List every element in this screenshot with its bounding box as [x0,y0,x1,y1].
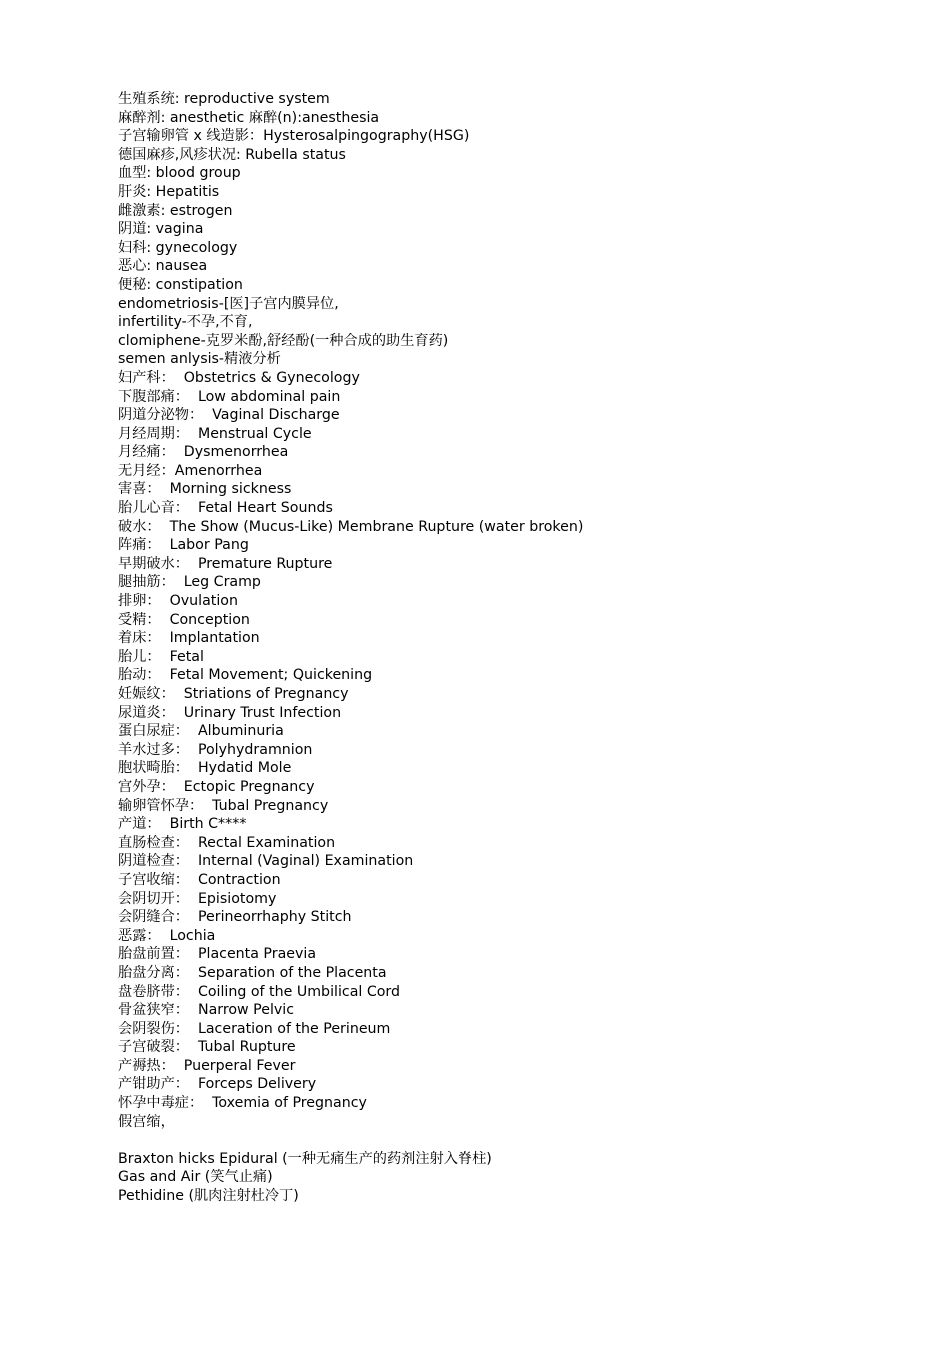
text-line: 受精： Conception [118,611,250,628]
text-line: 会阴缝合： Perineorrhaphy Stitch [118,909,352,926]
text-line: 腿抽筋： Leg Cramp [118,574,261,591]
text-line: 早期破水： Premature Rupture [118,555,333,572]
glossary-text [118,90,918,1206]
text-line: infertility-不孕,不育, [118,314,253,331]
text-line: 下腹部痛： Low abdominal pain [118,388,341,405]
text-line: 生殖系统: reproductive system [118,91,330,107]
text-line: 胎动： Fetal Movement; Quickening [118,667,373,684]
text-line: 胞状畸胎： Hydatid Mole [118,760,292,777]
text-line: 直肠检查： Rectal Examination [118,834,336,851]
text-line: 产钳助产： Forceps Delivery [118,1076,317,1093]
text-line: 妇产科： Obstetrics & Gynecology [118,369,360,386]
text-line: 麻醉剂: anesthetic 麻醉(n):anesthesia [118,109,380,126]
text-line: 阴道分泌物： Vaginal Discharge [118,407,340,424]
text-line: 盘卷脐带： Coiling of the Umbilical Cord [118,983,401,1000]
text-line: Braxton hicks Epidural (一种无痛生产的药剂注射入脊柱) [118,1150,492,1167]
text-line: 妇科: gynecology [118,239,238,256]
text-line: 输卵管怀孕： Tubal Pregnancy [118,797,329,814]
text-line: 恶露： Lochia [118,927,216,944]
text-line: 会阴裂伤： Laceration of the Perineum [118,1020,391,1037]
text-line: 宫外孕： Ectopic Pregnancy [118,778,315,795]
text-line: 便秘: constipation [118,276,243,293]
text-line: 雌激素: estrogen [118,202,233,219]
text-line: 月经周期： Menstrual Cycle [118,425,312,442]
text-line: 子宫输卵管 x 线造影：Hysterosalpingography(HSG) [118,128,470,145]
text-line: 会阴切开： Episiotomy [118,890,277,907]
text-line: 妊娠纹： Striations of Pregnancy [118,686,349,702]
text-line: 子宫收缩： Contraction [118,871,281,888]
text-line: 尿道炎： Urinary Trust Infection [118,704,342,721]
text-line: 无月经：Amenorrhea [118,462,263,479]
text-line: 产褥热： Puerperal Fever [118,1057,296,1074]
text-line: 怀孕中毒症： Toxemia of Pregnancy [118,1095,367,1112]
text-line: Gas and Air (笑气止痛) [118,1169,273,1186]
text-line: 肝炎: Hepatitis [118,183,220,200]
text-line: 德国麻疹,风疹状况: Rubella status [118,146,346,163]
text-line: 月经痛： Dysmenorrhea [118,444,289,461]
text-line: 胎盘分离： Separation of the Placenta [118,964,387,981]
text-line: 子宫破裂： Tubal Rupture [118,1039,296,1056]
text-line: 羊水过多： Polyhydramnion [118,741,313,758]
text-line: 阴道检查： Internal (Vaginal) Examination [118,853,414,870]
text-line: 恶心: nausea [118,258,208,275]
text-line: 产道： Birth C**** [118,816,247,833]
text-line: endometriosis-[医]子宫内膜异位, [118,295,339,312]
text-line: semen anlysis-精液分析 [118,351,281,368]
text-line: 血型: blood group [118,165,241,182]
text-line: 胎儿心音： Fetal Heart Sounds [118,500,333,517]
text-line: 破水： The Show (Mucus-Like) Membrane Rupture (water broken) [118,518,584,535]
text-line: 胎儿： Fetal [118,648,204,665]
text-line: 排卵： Ovulation [118,593,238,610]
text-line: Pethidine (肌肉注射杜冷丁) [118,1188,299,1205]
text-line: 阴道: vagina [118,221,204,238]
text-line: 阵痛： Labor Pang [118,537,249,554]
text-line: 害喜： Morning sickness [118,481,292,498]
text-line: 假宫缩， [118,1113,175,1130]
text-line: 胎盘前置： Placenta Praevia [118,946,317,963]
text-line: clomiphene-克罗米酚,舒经酚(一种合成的助生育药) [118,332,449,349]
text-line: 着床： Implantation [118,630,260,647]
text-line: 骨盆狭窄： Narrow Pelvic [118,1002,295,1019]
text-line: 蛋白尿症： Albuminuria [118,723,284,740]
blank-line [118,1131,918,1150]
